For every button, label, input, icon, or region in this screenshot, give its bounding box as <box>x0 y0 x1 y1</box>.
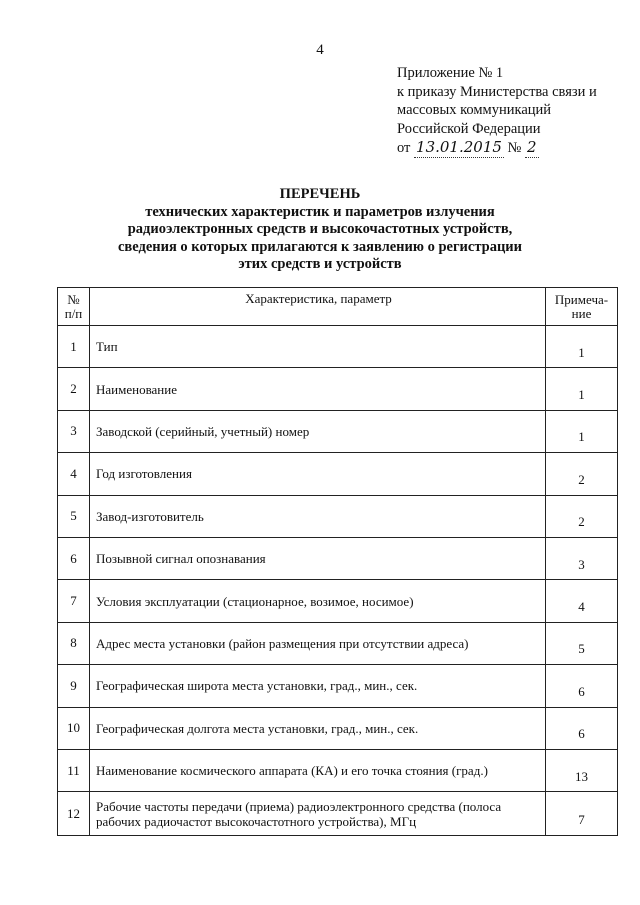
table-header-row <box>58 288 618 326</box>
row-characteristic: Рабочие частоты передачи (приема) радиоэлектронного средства (полоса рабочих радиочастот высокочастотного устройства), МГц <box>90 792 546 836</box>
row-characteristic: Адрес места установки (район размещения при отсутствии адреса) <box>90 622 546 664</box>
row-note: 2 <box>546 495 618 537</box>
header-note-line2: ние <box>571 305 592 321</box>
table-row <box>58 326 618 368</box>
row-note: 1 <box>546 368 618 410</box>
row-characteristic: Географическая долгота места установки, град., мин., сек. <box>90 707 546 749</box>
row-characteristic: Позывной сигнал опознавания <box>90 537 546 579</box>
appendix-order-line: к приказу Министерства связи и <box>397 83 597 100</box>
title-heading: ПЕРЕЧЕНЬ <box>279 186 361 202</box>
table-row <box>58 410 618 452</box>
row-characteristic: Наименование космического аппарата (КА) и его точка стояния (град.) <box>90 749 546 791</box>
row-number: 10 <box>58 707 90 749</box>
row-number: 2 <box>58 368 90 410</box>
handwritten-number: 2 <box>527 138 537 156</box>
row-number: 1 <box>58 326 90 368</box>
table-row <box>58 749 618 791</box>
appendix-header <box>397 64 597 158</box>
row-characteristic: Наименование <box>90 368 546 410</box>
row-note: 6 <box>546 665 618 707</box>
table-row <box>58 537 618 579</box>
row-characteristic: Географическая широта места установки, град., мин., сек. <box>90 665 546 707</box>
row-number: 7 <box>58 580 90 622</box>
header-characteristic: Характеристика, параметр <box>90 288 546 326</box>
header-number-line2: п/п <box>64 305 83 321</box>
title-line-3: радиоэлектронных средств и высокочастотных устройств, <box>127 221 513 237</box>
table-row <box>58 707 618 749</box>
header-number-line1: № <box>67 291 80 307</box>
title-line-4: сведения о которых прилагаются к заявлению о регистрации <box>117 238 523 255</box>
table-row <box>58 665 618 707</box>
header-note-line1: Примеча- <box>554 291 609 307</box>
row-note: 4 <box>546 580 618 622</box>
table-row <box>58 792 618 836</box>
row-number: 11 <box>58 749 90 791</box>
row-note: 1 <box>546 326 618 368</box>
title-line-2: технических характеристик и параметров излучения <box>145 203 495 220</box>
row-note: 7 <box>546 792 618 836</box>
header-number <box>58 288 90 326</box>
header-note <box>546 288 618 326</box>
row-note: 5 <box>546 622 618 664</box>
row-number: 4 <box>58 453 90 495</box>
document-title <box>0 186 640 274</box>
row-note: 1 <box>546 410 618 452</box>
date-prefix: от <box>397 140 411 156</box>
appendix-ministry-line: массовых коммуникаций <box>397 102 552 118</box>
appendix-title: Приложение № 1 <box>397 65 504 81</box>
number-prefix: № <box>507 140 522 156</box>
row-characteristic: Завод-изготовитель <box>90 495 546 537</box>
title-line-5: этих средств и устройств <box>238 256 402 272</box>
row-number: 12 <box>58 792 90 836</box>
row-note: 2 <box>546 453 618 495</box>
characteristics-table <box>57 287 618 836</box>
row-note: 6 <box>546 707 618 749</box>
row-number: 8 <box>58 622 90 664</box>
page-number: 4 <box>316 42 324 58</box>
row-characteristic: Условия эксплуатации (стационарное, возимое, носимое) <box>90 580 546 622</box>
row-number: 5 <box>58 495 90 537</box>
appendix-country-line: Российской Федерации <box>397 120 541 137</box>
row-characteristic: Год изготовления <box>90 453 546 495</box>
table-row <box>58 580 618 622</box>
handwritten-date: 13.01.2015 <box>416 138 502 156</box>
table-row <box>58 368 618 410</box>
table-row <box>58 453 618 495</box>
row-note: 13 <box>546 749 618 791</box>
row-number: 3 <box>58 410 90 452</box>
row-characteristic: Тип <box>90 326 546 368</box>
row-number: 9 <box>58 665 90 707</box>
appendix-date-line <box>397 138 597 158</box>
row-characteristic: Заводской (серийный, учетный) номер <box>90 410 546 452</box>
table-row <box>58 622 618 664</box>
row-note: 3 <box>546 537 618 579</box>
table-row <box>58 495 618 537</box>
row-number: 6 <box>58 537 90 579</box>
